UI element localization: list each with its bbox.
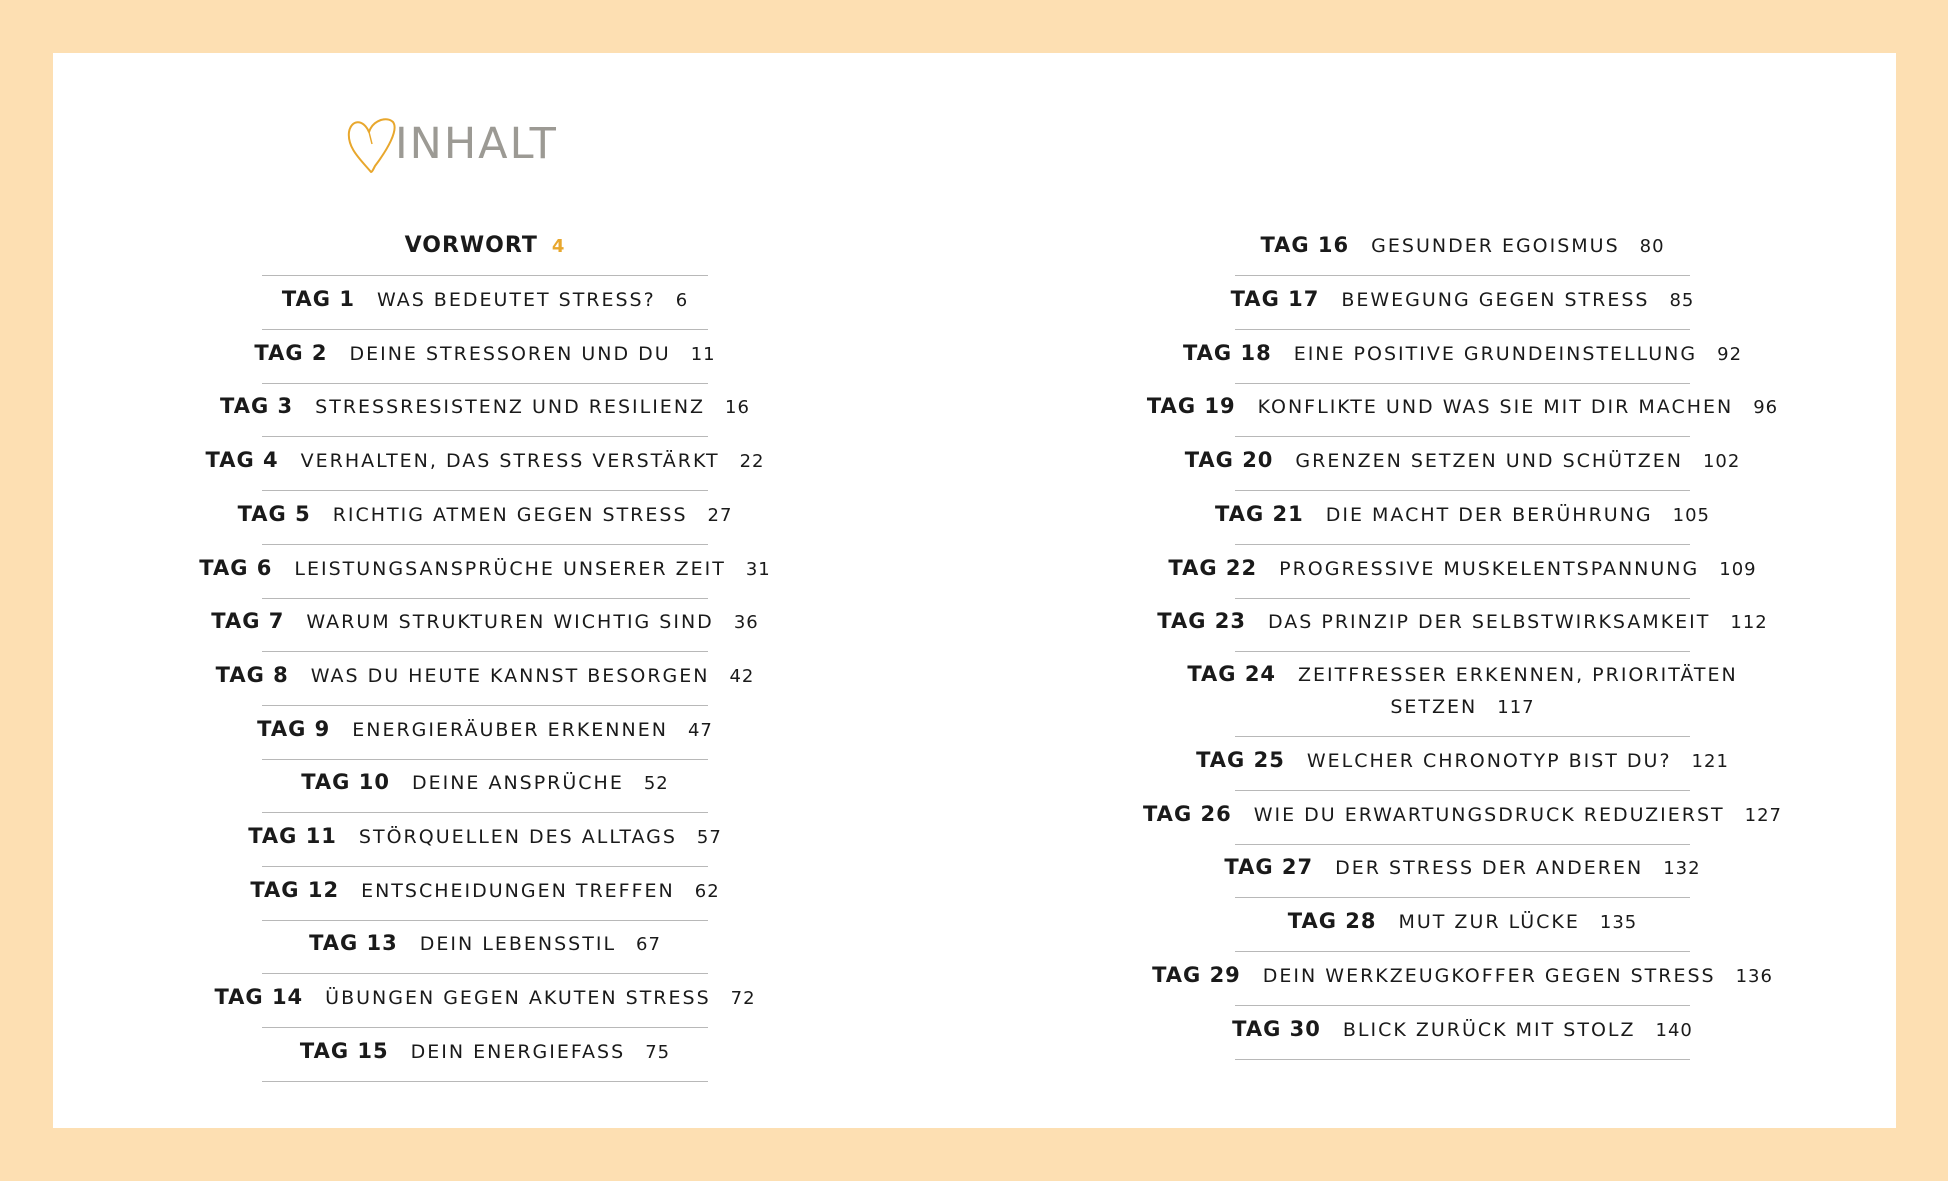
toc-entry[interactable] — [1230, 276, 1695, 330]
entry-title: ENERGIERÄUBER ERKENNEN — [352, 719, 668, 741]
entry-tag: TAG 20 — [1184, 448, 1274, 472]
toc-entry[interactable] — [1184, 437, 1741, 491]
entry-page: 102 — [1702, 451, 1741, 472]
entry-tag: TAG 29 — [1152, 963, 1241, 987]
entry-tag: TAG 26 — [1142, 802, 1232, 826]
toc-entry[interactable] — [248, 813, 722, 867]
entry-tag: TAG 14 — [214, 985, 304, 1009]
entry-title: EINE POSITIVE GRUNDEINSTELLUNG — [1293, 343, 1698, 365]
toc-entry[interactable] — [215, 652, 755, 706]
entry-tag: TAG 11 — [248, 824, 337, 848]
entry-title: DEIN ENERGIEFASS — [410, 1041, 626, 1063]
toc-entry[interactable] — [254, 330, 716, 384]
toc-entry[interactable] — [1232, 1006, 1693, 1060]
entry-tag: TAG 22 — [1168, 556, 1258, 580]
entry-title: VERHALTEN, DAS STRESS VERSTÄRKT — [300, 450, 720, 472]
heart-icon — [343, 110, 399, 178]
toc-entry[interactable] — [262, 921, 708, 974]
toc-title: INHALT — [395, 119, 558, 169]
entry-page: 6 — [675, 290, 689, 311]
entry-page: 57 — [696, 827, 722, 848]
entry-title: ENTSCHEIDUNGEN TREFFEN — [361, 880, 675, 902]
entry-tag: TAG 8 — [215, 663, 289, 687]
entry-tag: TAG 12 — [250, 878, 340, 902]
entry-title: WIE DU ERWARTUNGSDRUCK REDUZIERST — [1253, 804, 1725, 826]
entry-title: WAS DU HEUTE KANNST BESORGEN — [310, 665, 710, 687]
entry-tag: TAG 21 — [1215, 502, 1304, 526]
entry-page: 112 — [1730, 612, 1768, 633]
entry-tag: TAG 4 — [205, 448, 279, 472]
entry-page: 4 — [551, 236, 566, 257]
toc-entry[interactable] — [250, 867, 720, 921]
toc-entry[interactable] — [262, 1028, 708, 1082]
entry-tag: TAG 19 — [1146, 394, 1236, 418]
toc-entry[interactable] — [1215, 491, 1710, 545]
entry-title: STÖRQUELLEN DES ALLTAGS — [358, 826, 677, 848]
entry-page: 67 — [636, 934, 661, 955]
entry-page: 140 — [1655, 1020, 1693, 1041]
entry-title: ÜBUNGEN GEGEN AKUTEN STRESS — [325, 987, 711, 1009]
entry-title: GRENZEN SETZEN UND SCHÜTZEN — [1295, 450, 1683, 472]
entry-tag: TAG 2 — [254, 341, 328, 365]
entry-title: MUT ZUR LÜCKE — [1398, 911, 1580, 933]
toc-entry[interactable] — [262, 226, 708, 276]
entry-tag: TAG 13 — [309, 931, 398, 955]
entry-title: GESUNDER EGOISMUS — [1371, 235, 1620, 257]
entry-title: DER STRESS DER ANDEREN — [1335, 857, 1644, 879]
entry-tag: TAG 10 — [301, 770, 390, 794]
toc-entry[interactable] — [1152, 952, 1773, 1006]
entry-page: 105 — [1672, 505, 1710, 526]
entry-tag: TAG 18 — [1182, 341, 1272, 365]
entry-tag: TAG 7 — [211, 609, 285, 633]
toc-entry[interactable] — [262, 276, 708, 330]
toc-entry[interactable] — [1187, 652, 1738, 737]
entry-title-continued: SETZEN — [1390, 696, 1478, 718]
toc-entry[interactable] — [199, 545, 771, 599]
entry-tag: TAG 5 — [237, 502, 311, 526]
entry-tag: TAG 30 — [1232, 1017, 1321, 1041]
entry-page: 117 — [1497, 697, 1535, 718]
entry-page: 92 — [1717, 344, 1743, 365]
toc-entry[interactable] — [257, 706, 713, 760]
entry-page: 75 — [645, 1042, 671, 1063]
entry-title: LEISTUNGSANSPRÜCHE UNSERER ZEIT — [294, 558, 726, 580]
entry-title: DIE MACHT DER BERÜHRUNG — [1325, 504, 1653, 526]
toc-entry[interactable] — [1224, 845, 1701, 898]
entry-title: DEINE STRESSOREN UND DU — [349, 343, 671, 365]
entry-page: 36 — [733, 612, 759, 633]
entry-page: 52 — [643, 773, 669, 794]
entry-title: DEIN LEBENSSTIL — [419, 933, 617, 955]
entry-tag: TAG 15 — [299, 1039, 389, 1063]
entry-tag: TAG 17 — [1230, 287, 1320, 311]
toc-entry[interactable] — [211, 599, 759, 652]
entry-title: DEINE ANSPRÜCHE — [411, 772, 624, 794]
entry-page: 62 — [694, 881, 720, 902]
entry-title: WELCHER CHRONOTYP BIST DU? — [1306, 750, 1672, 772]
entry-title: DEIN WERKZEUGKOFFER GEGEN STRESS — [1262, 965, 1716, 987]
entry-page: 47 — [687, 720, 713, 741]
toc-entry[interactable] — [1182, 330, 1743, 384]
entry-tag: TAG 9 — [257, 717, 331, 741]
toc-entry[interactable] — [220, 384, 750, 437]
entry-tag: TAG 27 — [1224, 855, 1314, 879]
entry-page: 31 — [745, 559, 771, 580]
entry-tag: TAG 24 — [1187, 662, 1277, 686]
entry-tag: TAG 25 — [1196, 748, 1285, 772]
entry-page: 96 — [1753, 397, 1779, 418]
entry-page: 72 — [730, 988, 756, 1009]
entry-page: 132 — [1663, 858, 1701, 879]
toc-entry[interactable] — [205, 437, 765, 491]
toc-entry[interactable] — [1196, 737, 1729, 791]
entry-page: 27 — [707, 505, 733, 526]
entry-tag: VORWORT — [404, 233, 538, 258]
entry-title: ZEITFRESSER ERKENNEN, PRIORITÄTEN — [1298, 664, 1738, 686]
entry-title: BLICK ZURÜCK MIT STOLZ — [1342, 1019, 1636, 1041]
entry-title: DAS PRINZIP DER SELBSTWIRKSAMKEIT — [1267, 611, 1711, 633]
toc-entry[interactable] — [1235, 226, 1690, 276]
toc-entry[interactable] — [1146, 384, 1779, 437]
entry-title: WAS BEDEUTET STRESS? — [376, 289, 656, 311]
entry-page: 11 — [690, 344, 716, 365]
entry-page: 16 — [725, 397, 750, 418]
entry-title: KONFLIKTE UND WAS SIE MIT DIR MACHEN — [1257, 396, 1734, 418]
entry-page: 85 — [1669, 290, 1695, 311]
entry-page: 136 — [1735, 966, 1773, 987]
entry-title: STRESSRESISTENZ UND RESILIENZ — [315, 396, 706, 418]
toc-entry[interactable] — [237, 491, 733, 545]
entry-title: WARUM STRUKTUREN WICHTIG SIND — [306, 611, 714, 633]
toc-entry[interactable] — [1168, 545, 1757, 599]
entry-page: 80 — [1639, 236, 1665, 257]
entry-page: 127 — [1744, 805, 1783, 826]
entry-title: RICHTIG ATMEN GEGEN STRESS — [332, 504, 688, 526]
toc-entry[interactable] — [262, 760, 708, 813]
entry-tag: TAG 28 — [1287, 909, 1377, 933]
toc-entry[interactable] — [1235, 898, 1690, 952]
entry-tag: TAG 3 — [220, 394, 294, 418]
entry-page: 42 — [729, 666, 755, 687]
entry-page: 109 — [1719, 559, 1757, 580]
toc-entry[interactable] — [214, 974, 756, 1028]
entry-title: PROGRESSIVE MUSKELENTSPANNUNG — [1279, 558, 1700, 580]
entry-title: BEWEGUNG GEGEN STRESS — [1341, 289, 1650, 311]
entry-tag: TAG 23 — [1157, 609, 1246, 633]
entry-tag: TAG 1 — [281, 287, 355, 311]
entry-page: 135 — [1599, 912, 1638, 933]
entry-page: 22 — [739, 451, 765, 472]
entry-tag: TAG 6 — [199, 556, 273, 580]
toc-entry[interactable] — [1157, 599, 1768, 652]
toc-entry[interactable] — [1142, 791, 1783, 845]
entry-page: 121 — [1691, 751, 1729, 772]
toc-heading — [343, 110, 558, 178]
entry-tag: TAG 16 — [1260, 233, 1350, 257]
